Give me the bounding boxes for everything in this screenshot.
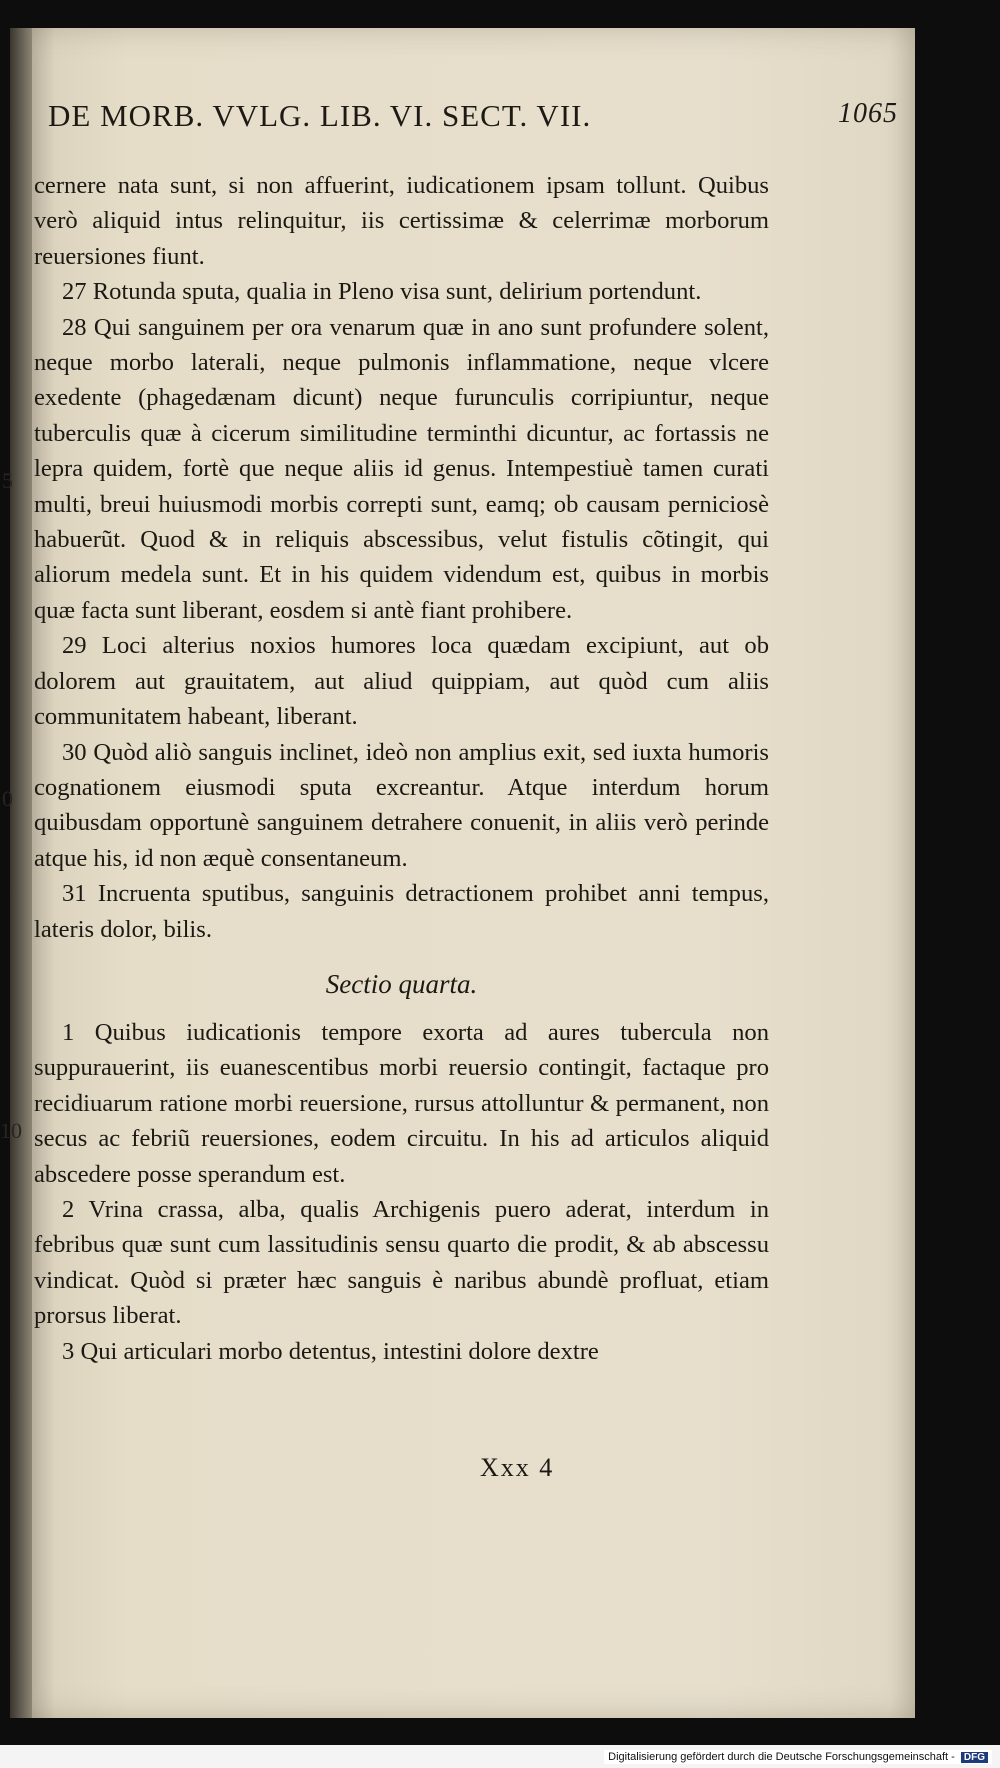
section4-paragraph-3: 3 Qui articulari morbo detentus, intestini dolore dextre <box>62 1337 599 1365</box>
margin-line-number-0: 0 <box>2 786 13 811</box>
book-page <box>10 28 915 1718</box>
paragraph-28: 28 Qui sanguinem per ora venarum quæ in ano sunt profundere solent, neque morbo laterali, neque pulmonis inflammatione, neque vlcere exedente (phagedænam dicunt) neque furunculis corripiuntur, neque tuberculis quæ à cicerum similitudine terminthi dicuntur, ac fortassis ne lepra quidem, fortè que neque aliis id genus. Intempestiuè tamen curati multi, breui huiusmodi morbis correpti sunt, eamq; ob causam perniciosè habuerũt. Quod & in reliquis abscessibus, velut fistulis cõtingit, qui aliorum medela sunt. Et in his quidem videndum est, quibus in morbis quæ facta sunt liberant, eosdem si antè fiant prohibere. <box>34 313 769 624</box>
margin-line-number-5: 5 <box>2 468 13 493</box>
signature-mark: Xxx 4 <box>480 1453 555 1482</box>
page-number: 1065 <box>838 98 898 129</box>
section4-paragraph-2: 2 Vrina crassa, alba, qualis Archigenis puero aderat, interdum in febribus quæ sunt cum lassitudinis sensu quarto die prodit, & ab abscessu vindicat. Quòd si præter hæc sanguis è naribus abundè profluat, etiam prorsus liberat. <box>34 1195 769 1330</box>
main-text-block <box>34 168 769 1369</box>
running-title: DE MORB. VVLG. LIB. VI. SECT. VII. <box>48 98 592 133</box>
credit-text: Digitalisierung gefördert durch die Deutsche Forschungsgemeinschaft - <box>608 1751 955 1763</box>
dfg-logo: DFG <box>961 1752 988 1763</box>
paragraph-27: 27 Rotunda sputa, qualia in Pleno visa sunt, delirium portendunt. <box>62 278 702 306</box>
paragraph-31: 31 Incruenta sputibus, sanguinis detractionem prohibet anni tempus, lateris dolor, bilis. <box>34 880 769 943</box>
paragraph-continuation: cernere nata sunt, si non affuerint, iudicationem ipsam tollunt. Quibus verò aliquid intus relinquitur, iis certissimæ & celerrimæ morborum reuersiones fiunt. <box>34 172 769 270</box>
paragraph-30: 30 Quòd aliò sanguis inclinet, ideò non amplius exit, sed iuxta humoris cognationem eiusmodi sputa excreantur. Atque interdum horum quibusdam opportunè sanguinem detrahere conuenit, in aliis verò perinde atque his, id non æquè consentaneum. <box>34 738 769 872</box>
margin-line-number-10: 10 <box>0 1118 22 1143</box>
running-header <box>48 98 908 134</box>
paragraph-29: 29 Loci alterius noxios humores loca quædam excipiunt, aut ob dolorem aut grauitatem, aut aliud quippiam, aut quòd cum aliis communitatem habeant, liberant. <box>34 632 769 731</box>
digitization-credit <box>604 1750 992 1764</box>
section4-paragraph-1: 1 Quibus iudicationis tempore exorta ad aures tubercula non suppurauerint, iis euanescentibus morbi reuersio contingit, factaque pro recidiuarum ratione morbi reuersione, rursus attolluntur & permanent, non secus ac febriũ reuersiones, eodem circuitu. In his ad articulos aliquid abscedere posse sperandum est. <box>34 1018 769 1188</box>
book-spine-shadow <box>10 28 32 1718</box>
section-heading: Sectio quarta. <box>325 968 478 999</box>
